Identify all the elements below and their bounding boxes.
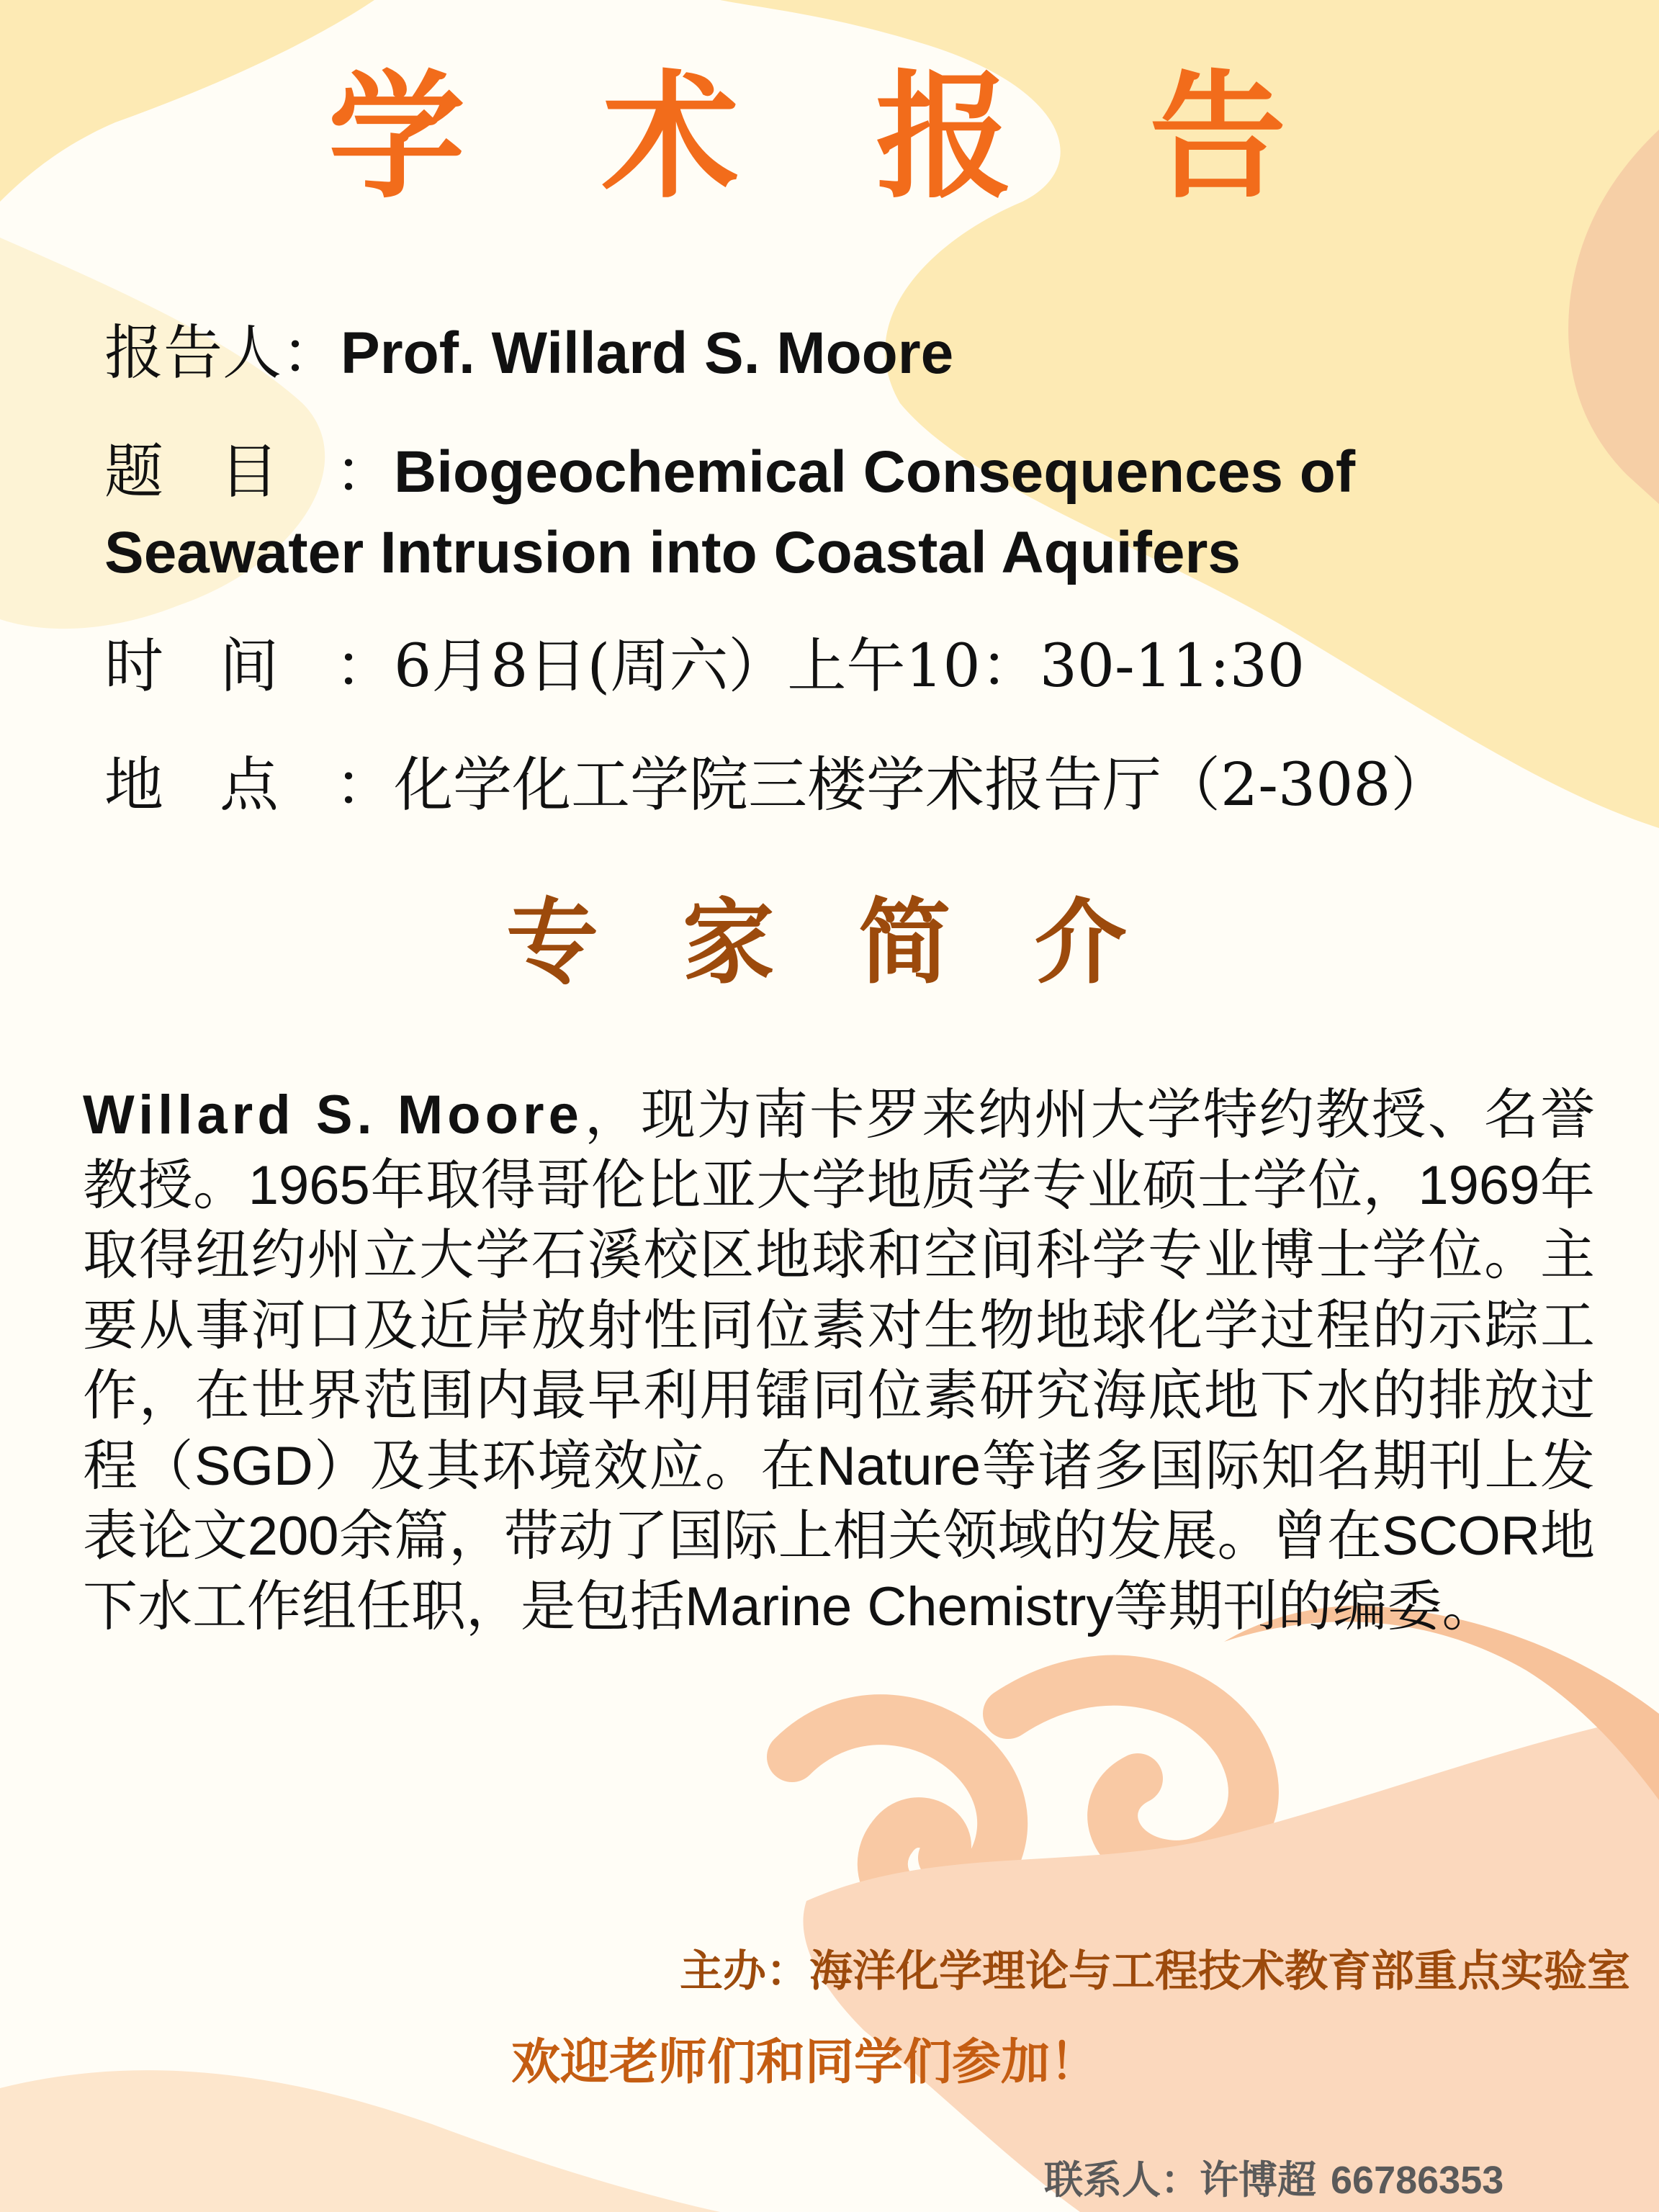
topic-row (104, 432, 1617, 593)
bio-name: Willard S. Moore (83, 1084, 583, 1146)
host-line: 主办：海洋化学理论与工程技术教育部重点实验室 (680, 1946, 1630, 1997)
bio-text: ，现为南卡罗来纳州大学特约教授、名誉教授。1965年取得哥伦比亚大学地质学专业硕士学位，1969年取得纽约州立大学石溪校区地球和空间科学专业博士学位。主要从事河口及近岸放射性同位素对生物地球化学过程的示踪工作，在世界范围内最早利用镭同位素研究海底地下水的排放过程（SGD）及其环境效应。在Nature等诸多国际知名期刊上发表论文200余篇，带动了国际上相关领域的发展。曾在SCOR地下水工作组任职，是包括Marine Chemistry等期刊的编委。 (83, 1084, 1595, 1637)
welcome-line: 欢迎老师们和同学们参加！ (511, 2033, 1100, 2091)
speaker-value: Prof. Willard S. Moore (341, 320, 954, 386)
contact-phone: 66786353 (1331, 2159, 1504, 2202)
topic-colon: ： (335, 438, 395, 506)
place-label: 地点 (104, 751, 336, 819)
contact-line (1044, 2149, 1503, 2205)
topic-line1: Biogeochemical Consequences of (394, 439, 1356, 505)
time-row (104, 630, 1617, 704)
contact-label: 联系人：许博超 (1044, 2157, 1316, 2203)
place-value: 化学化工学院三楼学术报告厅（2-308） (394, 751, 1450, 819)
section-subtitle: 专 家 简 介 (506, 889, 1153, 997)
topic-line2: Seawater Intrusion into Coastal Aquifers (104, 520, 1241, 585)
speaker-colon: ： (282, 319, 341, 387)
speaker-label: 报告人 (104, 319, 282, 387)
time-value: 6月8日(周六）上午10：30-11:30 (394, 632, 1305, 701)
time-label: 时间 (104, 632, 336, 701)
bio-paragraph (83, 1080, 1595, 1642)
place-colon: ： (335, 751, 395, 819)
place-row (104, 749, 1617, 823)
speaker-row (104, 317, 1617, 391)
page-title: 学 术 报 告 (328, 56, 1331, 217)
topic-label: 题目 (104, 438, 336, 506)
time-colon: ： (335, 632, 395, 701)
